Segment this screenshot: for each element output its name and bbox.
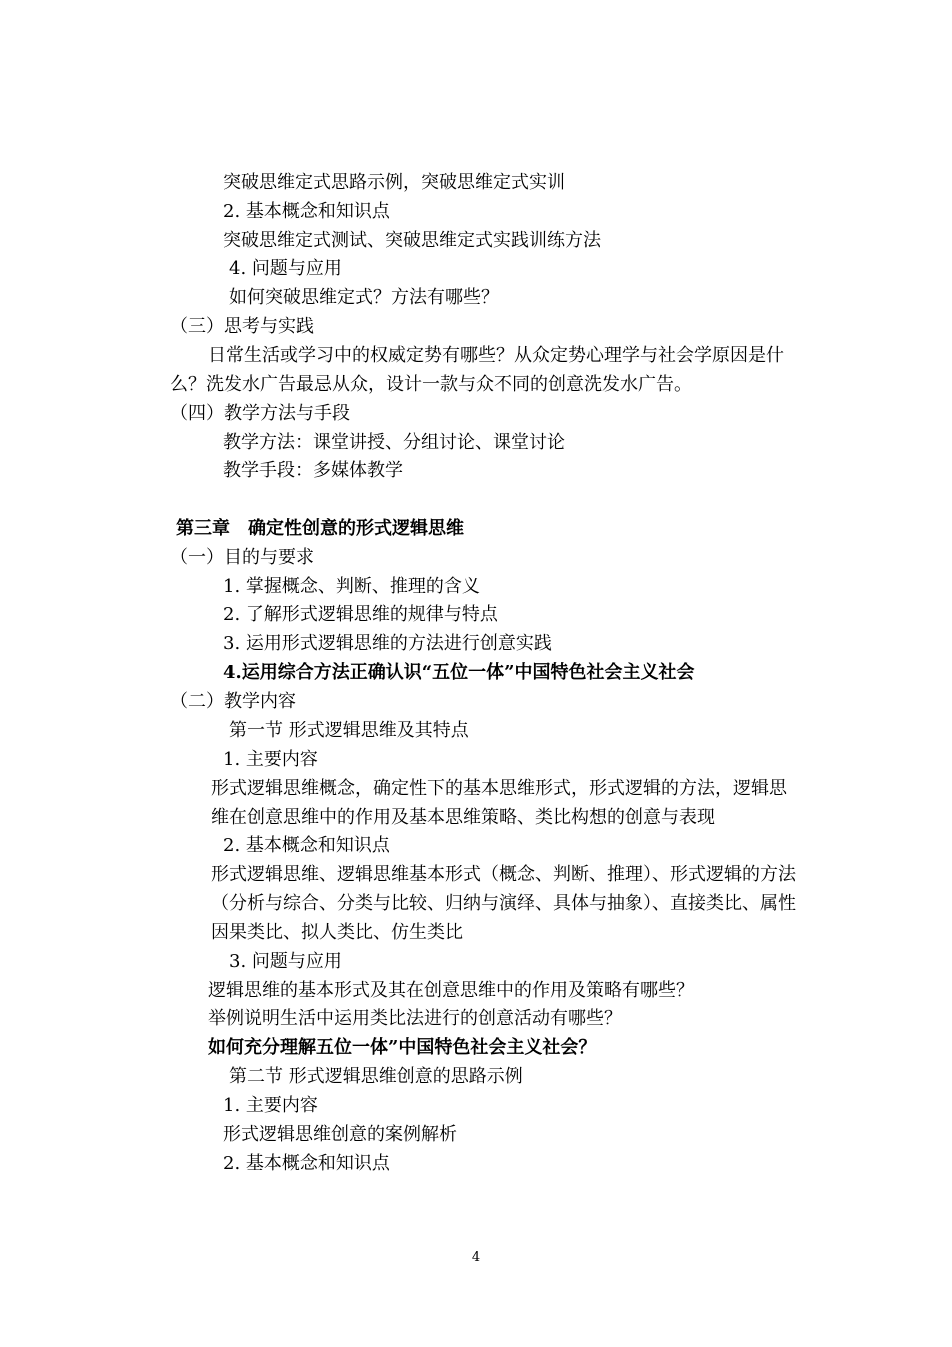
chapter-heading: 第三章 确定性创意的形式逻辑思维 xyxy=(176,518,464,539)
body-text-line: （分析与综合、分类与比较、归纳与演绎、具体与抽象）、直接类比、属性 xyxy=(211,893,796,914)
list-item: 1. 掌握概念、判断、推理的含义 xyxy=(223,576,480,597)
subheading-line: 1. 主要内容 xyxy=(223,749,318,770)
body-text-line: 么？洗发水广告最忌从众，设计一款与众不同的创意洗发水广告。 xyxy=(170,374,692,395)
list-item-emphasis: 4.运用综合方法正确认识“五位一体”中国特色社会主义社会 xyxy=(223,662,695,683)
subsection-heading: 第二节 形式逻辑思维创意的思路示例 xyxy=(229,1066,523,1087)
body-text-line: 形式逻辑思维概念，确定性下的基本思维形式，形式逻辑的方法，逻辑思 xyxy=(211,778,787,799)
section-heading: （三）思考与实践 xyxy=(170,316,314,337)
subheading-line: 2. 基本概念和知识点 xyxy=(223,201,390,222)
body-text-line: 突破思维定式测试、突破思维定式实践训练方法 xyxy=(223,230,601,251)
subheading-line: 4. 问题与应用 xyxy=(229,258,342,279)
list-item: 3. 运用形式逻辑思维的方法进行创意实践 xyxy=(223,633,552,654)
subheading-line: 2. 基本概念和知识点 xyxy=(223,835,390,856)
section-heading: （一）目的与要求 xyxy=(170,547,314,568)
page-number: 4 xyxy=(471,1250,481,1265)
body-text-line: 突破思维定式思路示例，突破思维定式实训 xyxy=(223,172,565,193)
section-heading: （四）教学方法与手段 xyxy=(170,403,350,424)
body-text-line: 因果类比、拟人类比、仿生类比 xyxy=(211,922,463,943)
body-text-line: 逻辑思维的基本形式及其在创意思维中的作用及策略有哪些？ xyxy=(208,980,694,1001)
body-text-line: 形式逻辑思维、逻辑思维基本形式（概念、判断、推理）、形式逻辑的方法 xyxy=(211,864,796,885)
subheading-line: 3. 问题与应用 xyxy=(229,951,342,972)
emphasis-question: 如何充分理解五位一体”中国特色社会主义社会？ xyxy=(208,1037,597,1058)
body-text-line: 形式逻辑思维创意的案例解析 xyxy=(223,1124,457,1145)
subheading-line: 1. 主要内容 xyxy=(223,1095,318,1116)
body-text-line: 教学方法：课堂讲授、分组讨论、课堂讨论 xyxy=(223,432,565,453)
subheading-line: 2. 基本概念和知识点 xyxy=(223,1153,390,1174)
body-text-line: 维在创意思维中的作用及基本思维策略、类比构想的创意与表现 xyxy=(211,807,715,828)
body-text-line: 如何突破思维定式？方法有哪些？ xyxy=(229,287,499,308)
body-text-line: 教学手段：多媒体教学 xyxy=(223,460,403,481)
body-text-line: 日常生活或学习中的权威定势有哪些？从众定势心理学与社会学原因是什 xyxy=(208,345,784,366)
subsection-heading: 第一节 形式逻辑思维及其特点 xyxy=(229,720,469,741)
list-item: 2. 了解形式逻辑思维的规律与特点 xyxy=(223,604,498,625)
section-heading: （二）教学内容 xyxy=(170,691,296,712)
body-text-line: 举例说明生活中运用类比法进行的创意活动有哪些？ xyxy=(208,1008,622,1029)
